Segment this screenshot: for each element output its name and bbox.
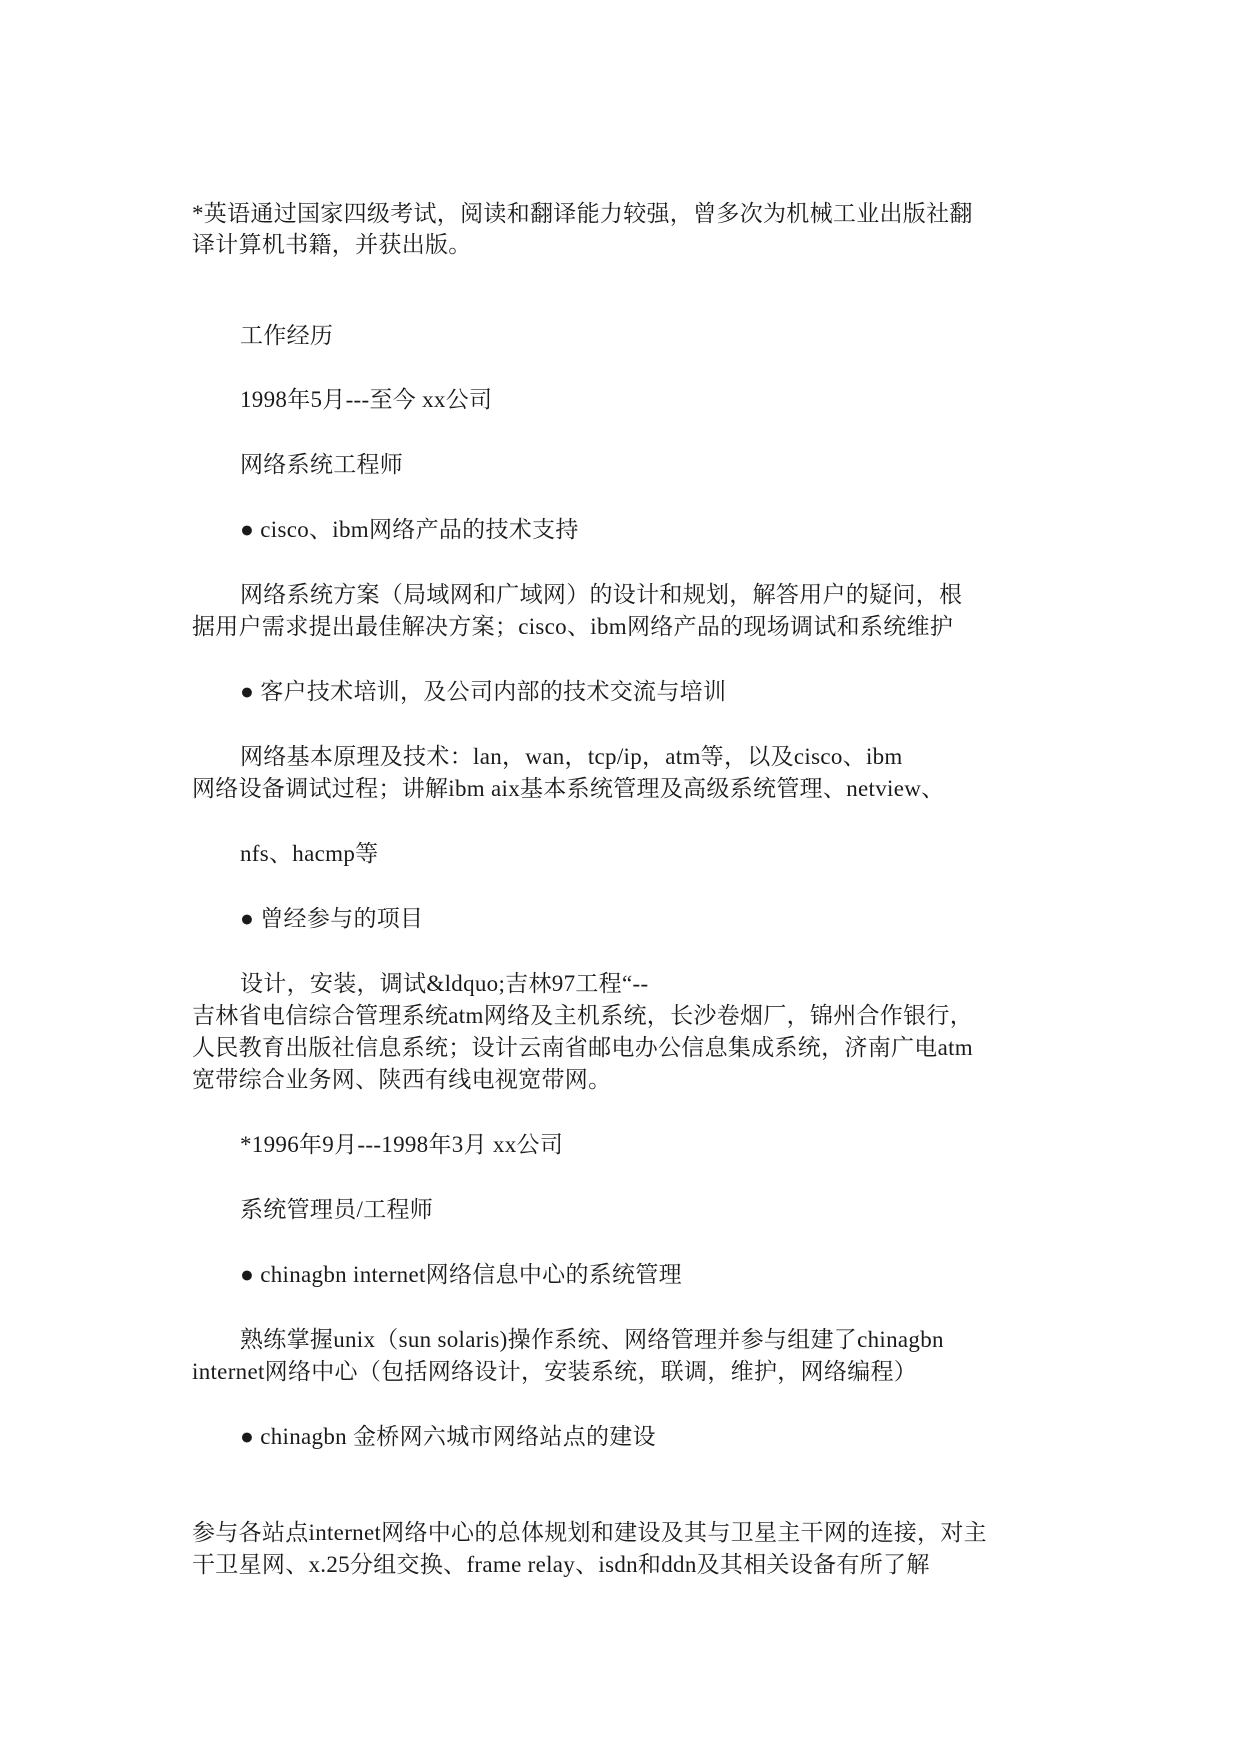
text-line: 网络系统方案（局域网和广域网）的设计和规划，解答用户的疑问，根 [240, 582, 963, 607]
text-line: 设计，安装，调试&ldquo;吉林97工程“-- [240, 971, 649, 996]
bullet-item: ● chinagbn internet网络信息中心的系统管理 [240, 1262, 682, 1287]
bullet-item: ● 曾经参与的项目 [240, 906, 424, 931]
text-line: nfs、hacmp等 [240, 841, 379, 866]
text-line: 网络设备调试过程；讲解ibm aix基本系统管理及高级系统管理、netview、 [192, 776, 945, 801]
text-line: *英语通过国家四级考试，阅读和翻译能力较强，曾多次为机械工业出版社翻 [192, 201, 973, 226]
section-heading: 工作经历 [240, 323, 334, 348]
text-line: 参与各站点internet网络中心的总体规划和建设及其与卫星主干网的连接，对主 [192, 1520, 987, 1545]
text-line: 译计算机书籍，并获出版。 [192, 232, 472, 257]
text-line: 吉林省电信综合管理系统atm网络及主机系统，长沙卷烟厂，锦州合作银行， [192, 1003, 973, 1028]
text-line: 人民教育出版社信息系统；设计云南省邮电办公信息集成系统，济南广电atm [192, 1035, 973, 1060]
job-title: 网络系统工程师 [240, 452, 404, 477]
text-line: 干卫星网、x.25分组交换、frame relay、isdn和ddn及其相关设备有所了解 [192, 1552, 930, 1577]
text-line: 熟练掌握unix（sun solaris)操作系统、网络管理并参与组建了chinagbn [240, 1327, 944, 1352]
text-line: 宽带综合业务网、陕西有线电视宽带网。 [192, 1067, 612, 1092]
job-period: 1998年5月---至今 xx公司 [240, 387, 493, 412]
text-line: 网络基本原理及技术：lan，wan，tcp/ip，atm等，以及cisco、ibm [240, 744, 903, 769]
job-title: 系统管理员/工程师 [240, 1197, 434, 1222]
bullet-item: ● chinagbn 金桥网六城市网络站点的建设 [240, 1424, 656, 1449]
text-line: internet网络中心（包括网络设计，安装系统，联调，维护，网络编程） [192, 1359, 918, 1384]
text-line: 据用户需求提出最佳解决方案；cisco、ibm网络产品的现场调试和系统维护 [192, 614, 954, 639]
bullet-item: ● cisco、ibm网络产品的技术支持 [240, 517, 579, 542]
bullet-item: ● 客户技术培训，及公司内部的技术交流与培训 [240, 679, 727, 704]
job-period: *1996年9月---1998年3月 xx公司 [240, 1132, 564, 1157]
